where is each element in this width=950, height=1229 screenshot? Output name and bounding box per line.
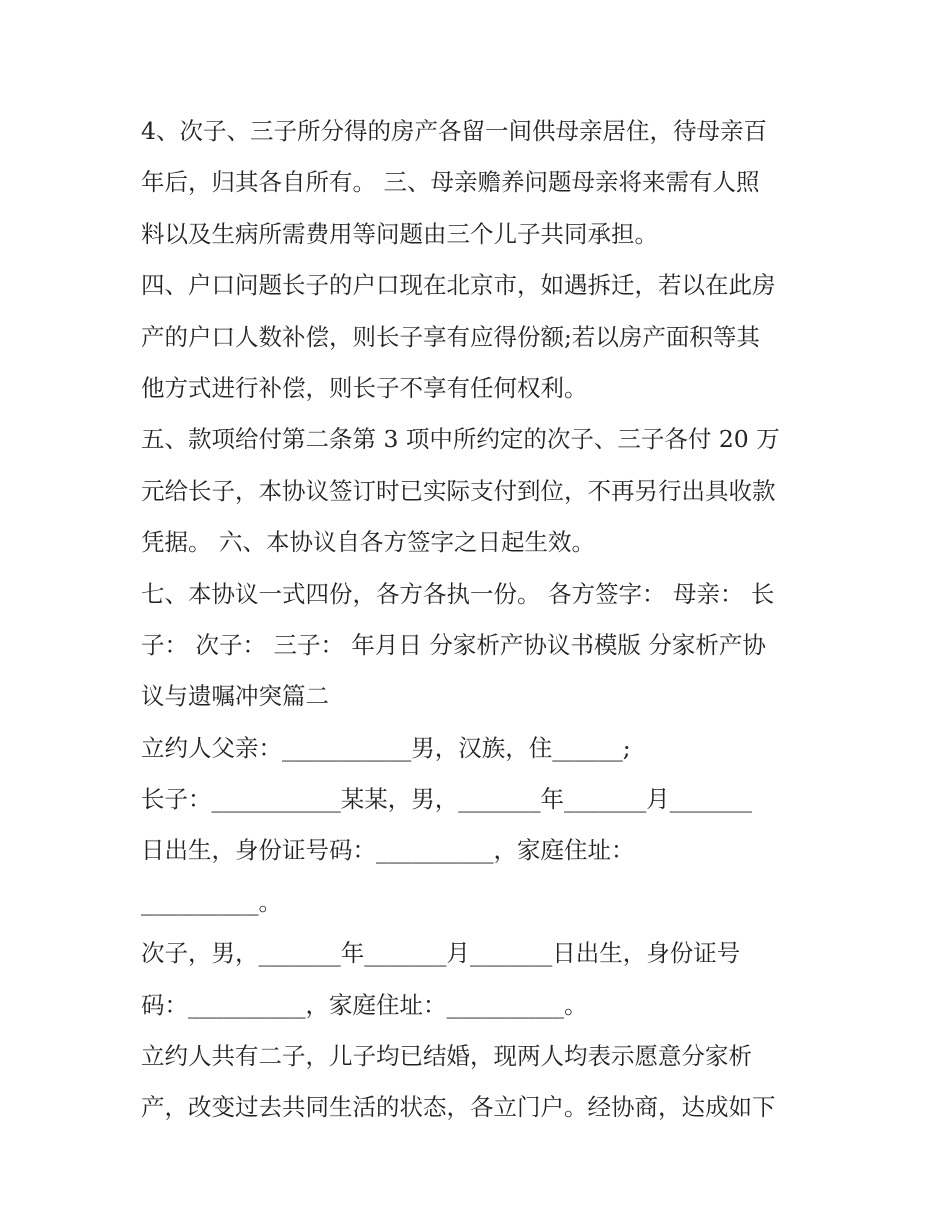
text-line: 长子：___________某某，男，_______年_______月_______: [141, 785, 752, 814]
text-line: 产的户口人数补偿，则长子享有应得份额;若以房产面积等其: [141, 322, 760, 351]
text-line: 4、次子、三子所分得的房产各留一间供母亲居住，待母亲百: [141, 117, 767, 145]
text-line: 次子，男，_______年_______月_______日出生，身份证号: [141, 939, 741, 968]
text-line: 他方式进行补偿，则长子不享有任何权利。: [141, 373, 588, 402]
text-line: 议与遗嘱冲突篇二: [141, 682, 329, 711]
text-line: 立约人共有二子，儿子均已结婚，现两人均表示愿意分家析: [141, 1042, 752, 1071]
text-line: 子： 次子： 三子： 年月日 分家析产协议书模版 分家析产协: [141, 630, 766, 659]
text-line: 五、款项给付第二条第 3 项中所约定的次子、三子各付 20 万: [141, 425, 780, 454]
text-line: 年后，归其各自所有。 三、母亲赡养问题母亲将来需有人照: [141, 168, 760, 197]
text-line: 料以及生病所需费用等问题由三个儿子共同承担。: [141, 219, 658, 248]
text-line: __________。: [141, 887, 282, 916]
text-line: 四、户口问题长子的户口现在北京市，如遇拆迁，若以在此房: [141, 271, 776, 300]
text-line: 元给长子，本协议签订时已实际支付到位，不再另行出具收款: [141, 476, 776, 505]
text-line: 产，改变过去共同生活的状态，各立门户。经协商，达成如下: [141, 1093, 776, 1122]
text-line: 日出生，身份证号码：__________，家庭住址：: [141, 836, 635, 865]
text-line: 凭据。 六、本协议自各方签字之日起生效。: [141, 528, 595, 557]
text-line: 七、本协议一式四份，各方各执一份。 各方签字： 母亲： 长: [141, 579, 775, 608]
text-line: 码：__________，家庭住址：__________。: [141, 990, 588, 1019]
text-line: 立约人父亲：___________男，汉族，住______;: [141, 733, 631, 762]
document-body: [141, 106, 821, 1134]
